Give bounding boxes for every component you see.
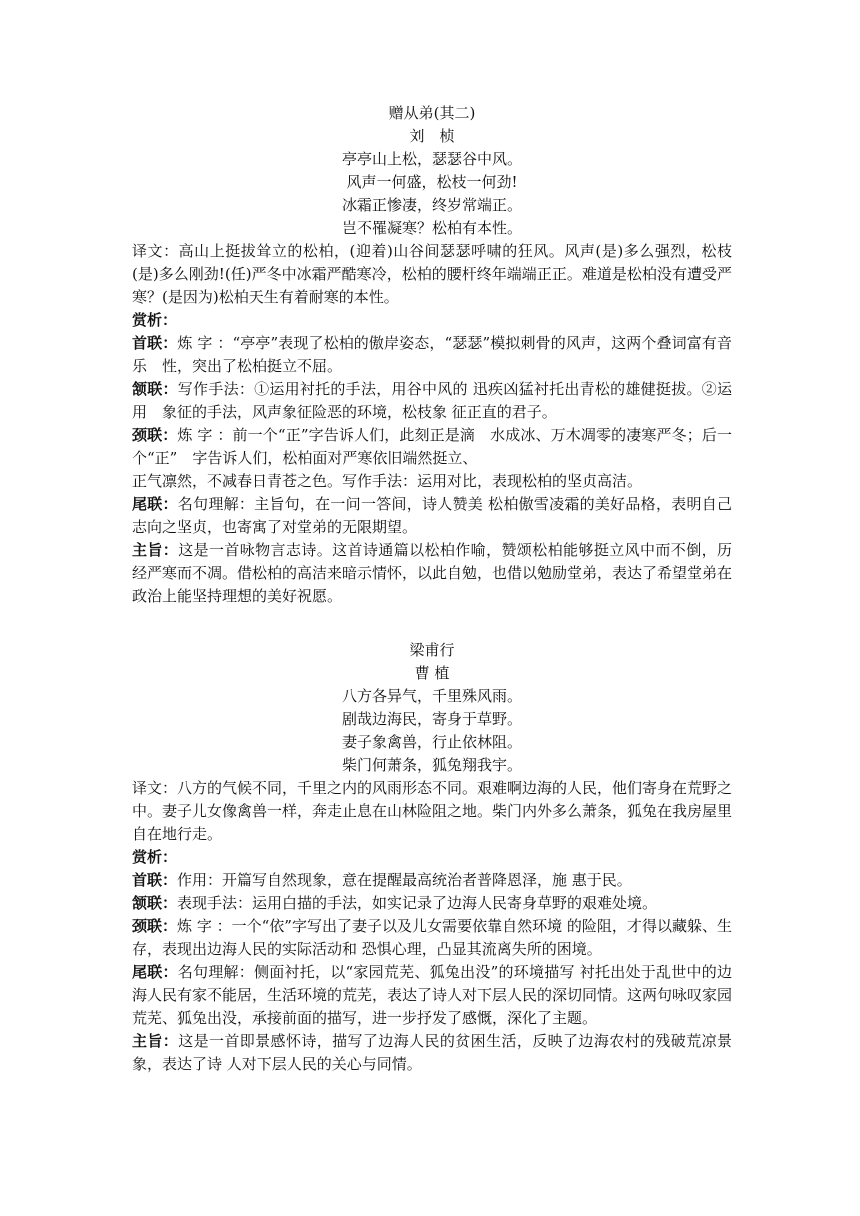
appreciation-heading: 赏析： <box>132 848 178 866</box>
section-text: 作用：开篇写自然现象，意在提醒最高统治者普降恩泽，施 惠于民。 <box>177 871 632 889</box>
poem-line: 柴门何萧条，狐兔翔我宇。 <box>341 756 522 774</box>
section-label: 颔联： <box>132 380 178 398</box>
translation-paragraph: 译文：八方的气候不同，千里之内的风雨形态不同。艰难啊边海的人民，他们寄身在荒野之中。妻子儿女像禽兽一样，奔走止息在山林险阻之地。柴门内外多么萧条，狐兔在我房屋里自在地行走。 <box>132 779 733 843</box>
analysis-paragraph <box>132 470 732 493</box>
analysis-paragraph <box>132 332 732 378</box>
poem-line: 妻子象禽兽，行止依林阻。 <box>341 733 522 751</box>
analysis-paragraph <box>132 378 732 424</box>
poem-title: 赠从弟(其二) <box>388 104 476 122</box>
document-page <box>132 102 732 1076</box>
section-text: 这是一首咏物言志诗。这首诗通篇以松柏作喻，赞颂松柏能够挺立风中而不倒，历经严寒而不凋。借松柏的高洁来暗示情怀，以此自勉，也借以勉励堂弟，表达了希望堂弟在政治上能坚持理想的美好祝愿。 <box>132 541 733 605</box>
poem-line: 八方各异气，千里殊风雨。 <box>341 687 522 705</box>
section-label: 颈联： <box>132 917 178 935</box>
analysis-paragraph <box>132 424 732 470</box>
section-spacer <box>132 631 732 639</box>
section-label: 颔联： <box>132 894 178 912</box>
poem-author: 曹 植 <box>414 664 450 682</box>
section-text: 名句理解：主旨句，在一问一答间，诗人赞美 松柏傲雪凌霜的美好品格，表明自己志向之坚贞，也寄寓了对堂弟的无限期望。 <box>132 495 732 536</box>
section-label: 首联： <box>132 871 178 889</box>
analysis-paragraph <box>132 1030 732 1076</box>
section-text: 写作手法：①运用衬托的手法，用谷中风的 迅疾凶猛衬托出青松的雄健挺拔。②运用 象征的手法，风声象征险恶的环境，松枝象 征正直的君子。 <box>132 380 732 421</box>
appreciation-heading: 赏析： <box>132 311 178 329</box>
section-label: 颈联： <box>132 426 178 444</box>
section-label: 尾联： <box>132 963 178 981</box>
section-text: 正气凛然，不减春日青苍之色。写作手法：运用对比，表现松柏的坚贞高洁。 <box>132 472 643 490</box>
analysis-paragraph <box>132 915 732 961</box>
poem-author: 刘 桢 <box>409 127 455 145</box>
analysis-paragraph <box>132 539 732 608</box>
section-text: 表现手法：运用白描的手法，如实记录了边海人民寄身草野的艰难处境。 <box>177 894 658 912</box>
section-text: 炼 字 ：“亭亭”表现了松柏的傲岸姿态，“瑟瑟”模拟刺骨的风声，这两个叠词富有音乐 性，突出了松柏挺立不屈。 <box>132 334 732 375</box>
poem-line: 亭亭山上松，瑟瑟谷中风。 <box>341 150 522 168</box>
section-text: 炼 字 ：一个“依”字写出了妻子以及儿女需要依靠自然环境 的险阻，才得以藏躲、生存，表现出边海人民的实际活动和 恐惧心理，凸显其流离失所的困境。 <box>132 917 732 958</box>
section-spacer <box>132 608 732 631</box>
section-text: 炼 字 ：前一个“正”字告诉人们，此刻正是滴 水成冰、万木凋零的凄寒严冬；后一个“正” 字告诉人们，松柏面对严寒依旧端然挺立、 <box>132 426 732 467</box>
analysis-paragraph <box>132 869 732 892</box>
section-text: 名句理解：侧面衬托，以“家园荒芜、狐兔出没”的环境描写 衬托出处于乱世中的边海人民有家不能居，生活环境的荒芜，表达了诗人对下层人民的深切同情。这两句咏叹家园荒芜、狐兔出没，承接前面的描写，进一步抒发了感慨，深化了主题。 <box>132 963 733 1027</box>
poem-line: 冰霜正惨凄，终岁常端正。 <box>341 196 522 214</box>
analysis-paragraph <box>132 493 732 539</box>
section-label: 尾联： <box>132 495 178 513</box>
poem-line: 岂不罹凝寒？松柏有本性。 <box>341 219 522 237</box>
poem-line: 风声一何盛，松枝一何劲! <box>346 173 518 191</box>
poem-title: 梁甫行 <box>409 641 455 659</box>
section-text: 这是一首即景感怀诗，描写了边海人民的贫困生活，反映了边海农村的残破荒凉景象，表达了诗 人对下层人民的关心与同情。 <box>132 1032 732 1073</box>
section-label: 主旨： <box>132 541 179 559</box>
section-label: 首联： <box>132 334 178 352</box>
analysis-paragraph <box>132 961 732 1030</box>
poem-line: 剧哉边海民，寄身于草野。 <box>341 710 522 728</box>
translation-paragraph: 译文：高山上挺拔耸立的松柏，(迎着)山谷间瑟瑟呼啸的狂风。风声(是)多么强烈，松枝(是)多么刚劲!(任)严冬中冰霜严酷寒冷，松柏的腰杆终年端端正正。难道是松柏没有遭受严寒？(是因为)松柏天生有着耐寒的本性。 <box>132 242 732 306</box>
analysis-paragraph <box>132 892 732 915</box>
section-label: 主旨： <box>132 1032 179 1050</box>
